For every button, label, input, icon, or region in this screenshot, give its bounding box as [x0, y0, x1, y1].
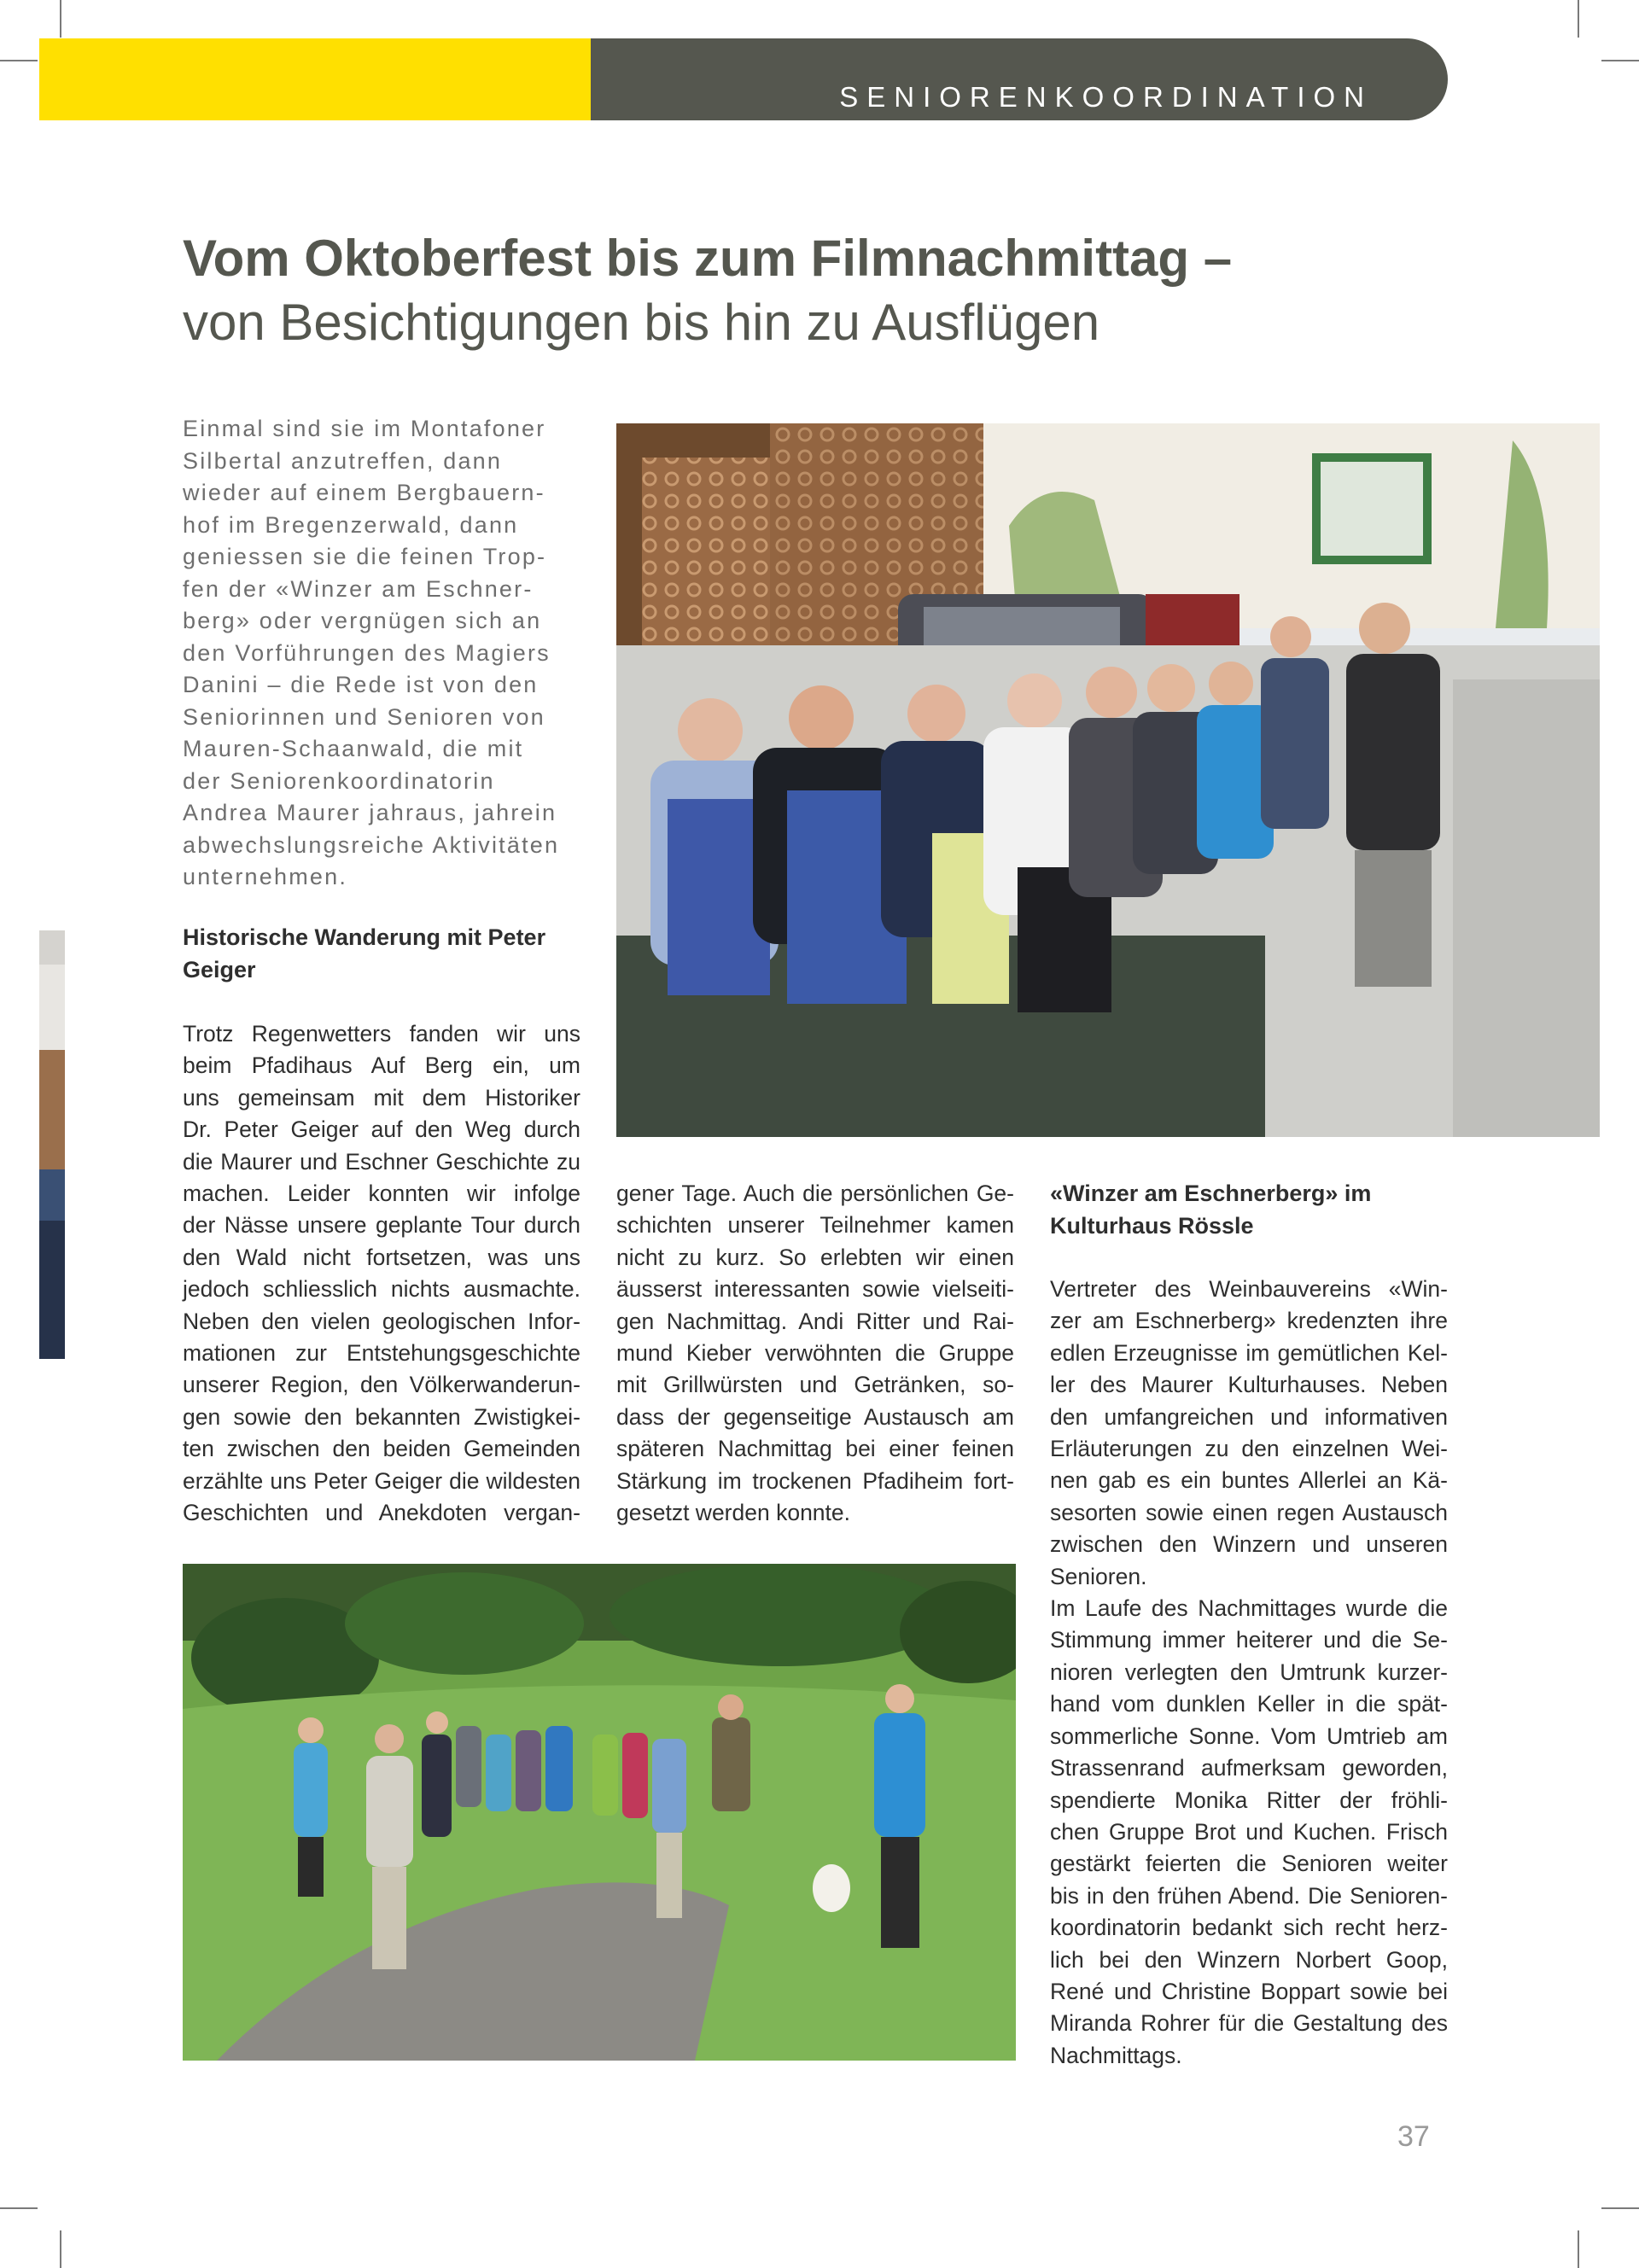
text-line: koordinatorin bedankt sich recht herz-: [1050, 1915, 1448, 1941]
text-line: schichten unserer Teilnehmer kamen: [616, 1212, 1014, 1239]
text-line: Einmal sind sie im Montafoner: [183, 416, 546, 441]
text-line: sommerliche Sonne. Vom Umtrieb am: [1050, 1723, 1448, 1749]
text-line: Historische Wanderung mit Peter: [183, 924, 546, 950]
text-line: Vertreter des Weinbauvereins «Win-: [1050, 1276, 1448, 1302]
text-line: gesetzt werden konnte.: [616, 1500, 851, 1526]
text-line: ten zwischen den beiden Gemeinden: [183, 1436, 580, 1462]
text-line: Danini – die Rede ist von den: [183, 672, 539, 697]
text-line: fen der «Winzer am Eschner-: [183, 575, 534, 602]
text-line: beim Pfadihaus Auf Berg ein, um: [183, 1052, 580, 1079]
text-line: wieder auf einem Bergbauern-: [183, 480, 545, 505]
crop-mark: [60, 2230, 61, 2268]
text-line: Geschichten und Anekdoten vergan-: [183, 1500, 580, 1526]
text-line: edlen Erzeugnisse im gemütlichen Kel-: [1050, 1339, 1448, 1366]
text-line: berg» oder vergnügen sich an: [183, 608, 542, 633]
text-line: abwechslungsreiche Aktivitäten: [183, 831, 560, 858]
text-line: den umfangreichen und informativen: [1050, 1403, 1448, 1430]
text-line: den Wald nicht fortsetzen, was uns: [183, 1244, 580, 1270]
text-line: erzählte uns Peter Geiger die wildesten: [183, 1467, 580, 1494]
crop-mark: [0, 60, 38, 61]
text-line: gen Nachmittag. Andi Ritter und Rai-: [616, 1308, 1014, 1334]
text-line: Miranda Rohrer für die Gestaltung des: [1050, 2010, 1448, 2037]
text-line: «Winzer am Eschnerberg» im: [1050, 1181, 1372, 1206]
text-line: mit Grillwürsten und Getränken, so-: [616, 1372, 1014, 1398]
page-number: 37: [1397, 2120, 1430, 2153]
text-line: nicht zu kurz. So erlebten wir einen: [616, 1244, 1014, 1270]
section-heading-winzer: [1050, 1178, 1371, 1242]
text-line: ler des Maurer Kulturhauses. Neben: [1050, 1372, 1448, 1398]
text-line: Nachmittags.: [1050, 2042, 1182, 2068]
intro-paragraph: [183, 413, 584, 894]
text-line: bis in den frühen Abend. Die Senioren-: [1050, 1882, 1448, 1909]
crop-mark: [60, 0, 61, 38]
text-line: geniessen sie die feinen Trop-: [183, 544, 547, 569]
text-line: Seniorinnen und Senioren von: [183, 703, 545, 730]
header-accent-bar: [39, 38, 591, 120]
text-line: Kulturhaus Rössle: [1050, 1212, 1254, 1239]
edge-photo-icon: [39, 930, 65, 1359]
text-line: sesorten sowie einen regen Austausch: [1050, 1499, 1448, 1525]
photo-hikers-icon: [183, 1564, 1016, 2061]
body-column-2: [616, 1178, 1014, 1529]
section-label: SENIORENKOORDINATION: [839, 81, 1373, 113]
text-line: späteren Nachmittag bei einer feinen: [616, 1436, 1014, 1462]
crop-mark: [0, 2207, 38, 2209]
photo-seniors-icon: [616, 423, 1600, 1137]
text-line: den Vorführungen des Magiers: [183, 639, 551, 666]
body-column-1: [183, 1018, 580, 1530]
text-line: nioren verlegten den Umtrunk kurzer-: [1050, 1659, 1448, 1685]
photo-hiking-group: [183, 1564, 1016, 2061]
text-line: Im Laufe des Nachmittages wurde die: [1050, 1595, 1448, 1622]
text-line: hof im Bregenzerwald, dann: [183, 511, 519, 538]
text-line: gestärkt feierten die Senioren weiter: [1050, 1851, 1448, 1877]
text-line: uns gemeinsam mit dem Historiker: [183, 1084, 580, 1111]
text-line: Neben den vielen geologischen Infor-: [183, 1308, 580, 1334]
photo-wine-tasting-group: [616, 423, 1600, 1137]
crop-mark: [1578, 2230, 1579, 2268]
text-line: gener Tage. Auch die persönlichen Ge-: [616, 1181, 1014, 1206]
text-line: Silbertal anzutreffen, dann: [183, 447, 503, 474]
crop-mark: [1601, 60, 1639, 61]
text-line: der Seniorenkoordinatorin: [183, 767, 495, 794]
text-line: äusserst interessanten sowie vielseiti-: [616, 1276, 1014, 1303]
section-header-bar: [591, 38, 1448, 120]
text-line: mund Kieber verwöhnten die Gruppe: [616, 1340, 1014, 1367]
text-line: Dr. Peter Geiger auf den Weg durch: [183, 1117, 580, 1143]
text-line: die Maurer und Eschner Geschichte zu: [183, 1148, 580, 1175]
article-subtitle: von Besichtigungen bis hin zu Ausflügen: [183, 294, 1100, 351]
text-line: Mauren-Schaanwald, die mit: [183, 736, 524, 761]
article-title: Vom Oktoberfest bis zum Filmnachmittag –: [183, 230, 1233, 287]
text-line: nen gab es ein buntes Allerlei an Kä-: [1050, 1467, 1448, 1494]
crop-mark: [1578, 0, 1579, 38]
text-line: mationen zur Entstehungsgeschichte: [183, 1340, 580, 1367]
body-column-3: [1050, 1274, 1448, 2072]
section-heading-historische-wanderung: [183, 922, 545, 986]
text-line: chen Gruppe Brot und Kuchen. Frisch: [1050, 1818, 1448, 1845]
text-line: Stärkung im trockenen Pfadiheim fort-: [616, 1467, 1014, 1494]
text-line: lich bei den Winzern Norbert Goop,: [1050, 1946, 1448, 1973]
text-line: gen sowie den bekannten Zwistigkei-: [183, 1403, 580, 1430]
text-line: Erläuterungen zu den einzelnen Wei-: [1050, 1436, 1448, 1462]
text-line: jedoch schliesslich nichts ausmachte.: [183, 1276, 580, 1303]
text-line: der Nässe unsere geplante Tour durch: [183, 1212, 580, 1239]
text-line: zer am Eschnerberg» kredenzten ihre: [1050, 1308, 1448, 1334]
text-line: Andrea Maurer jahraus, jahrein: [183, 800, 557, 825]
adjacent-page-strip: [39, 930, 65, 1359]
text-line: zwischen den Winzern und unseren: [1050, 1531, 1448, 1558]
text-line: Geiger: [183, 956, 256, 982]
text-line: hand vom dunklen Keller in die spät-: [1050, 1691, 1448, 1717]
text-line: unserer Region, den Völkerwanderun-: [183, 1372, 580, 1398]
text-line: Trotz Regenwetters fanden wir uns: [183, 1021, 580, 1047]
crop-mark: [1601, 2207, 1639, 2209]
text-line: Stimmung immer heiterer und die Se-: [1050, 1627, 1448, 1653]
text-line: machen. Leider konnten wir infolge: [183, 1181, 580, 1207]
text-line: spendierte Monika Ritter der fröhli-: [1050, 1787, 1448, 1813]
text-line: René und Christine Boppart sowie bei: [1050, 1978, 1448, 2004]
text-line: Strassenrand aufmerksam geworden,: [1050, 1755, 1448, 1781]
text-line: unternehmen.: [183, 864, 348, 889]
text-line: Senioren.: [1050, 1563, 1147, 1589]
text-line: dass der gegenseitige Austausch am: [616, 1403, 1014, 1430]
